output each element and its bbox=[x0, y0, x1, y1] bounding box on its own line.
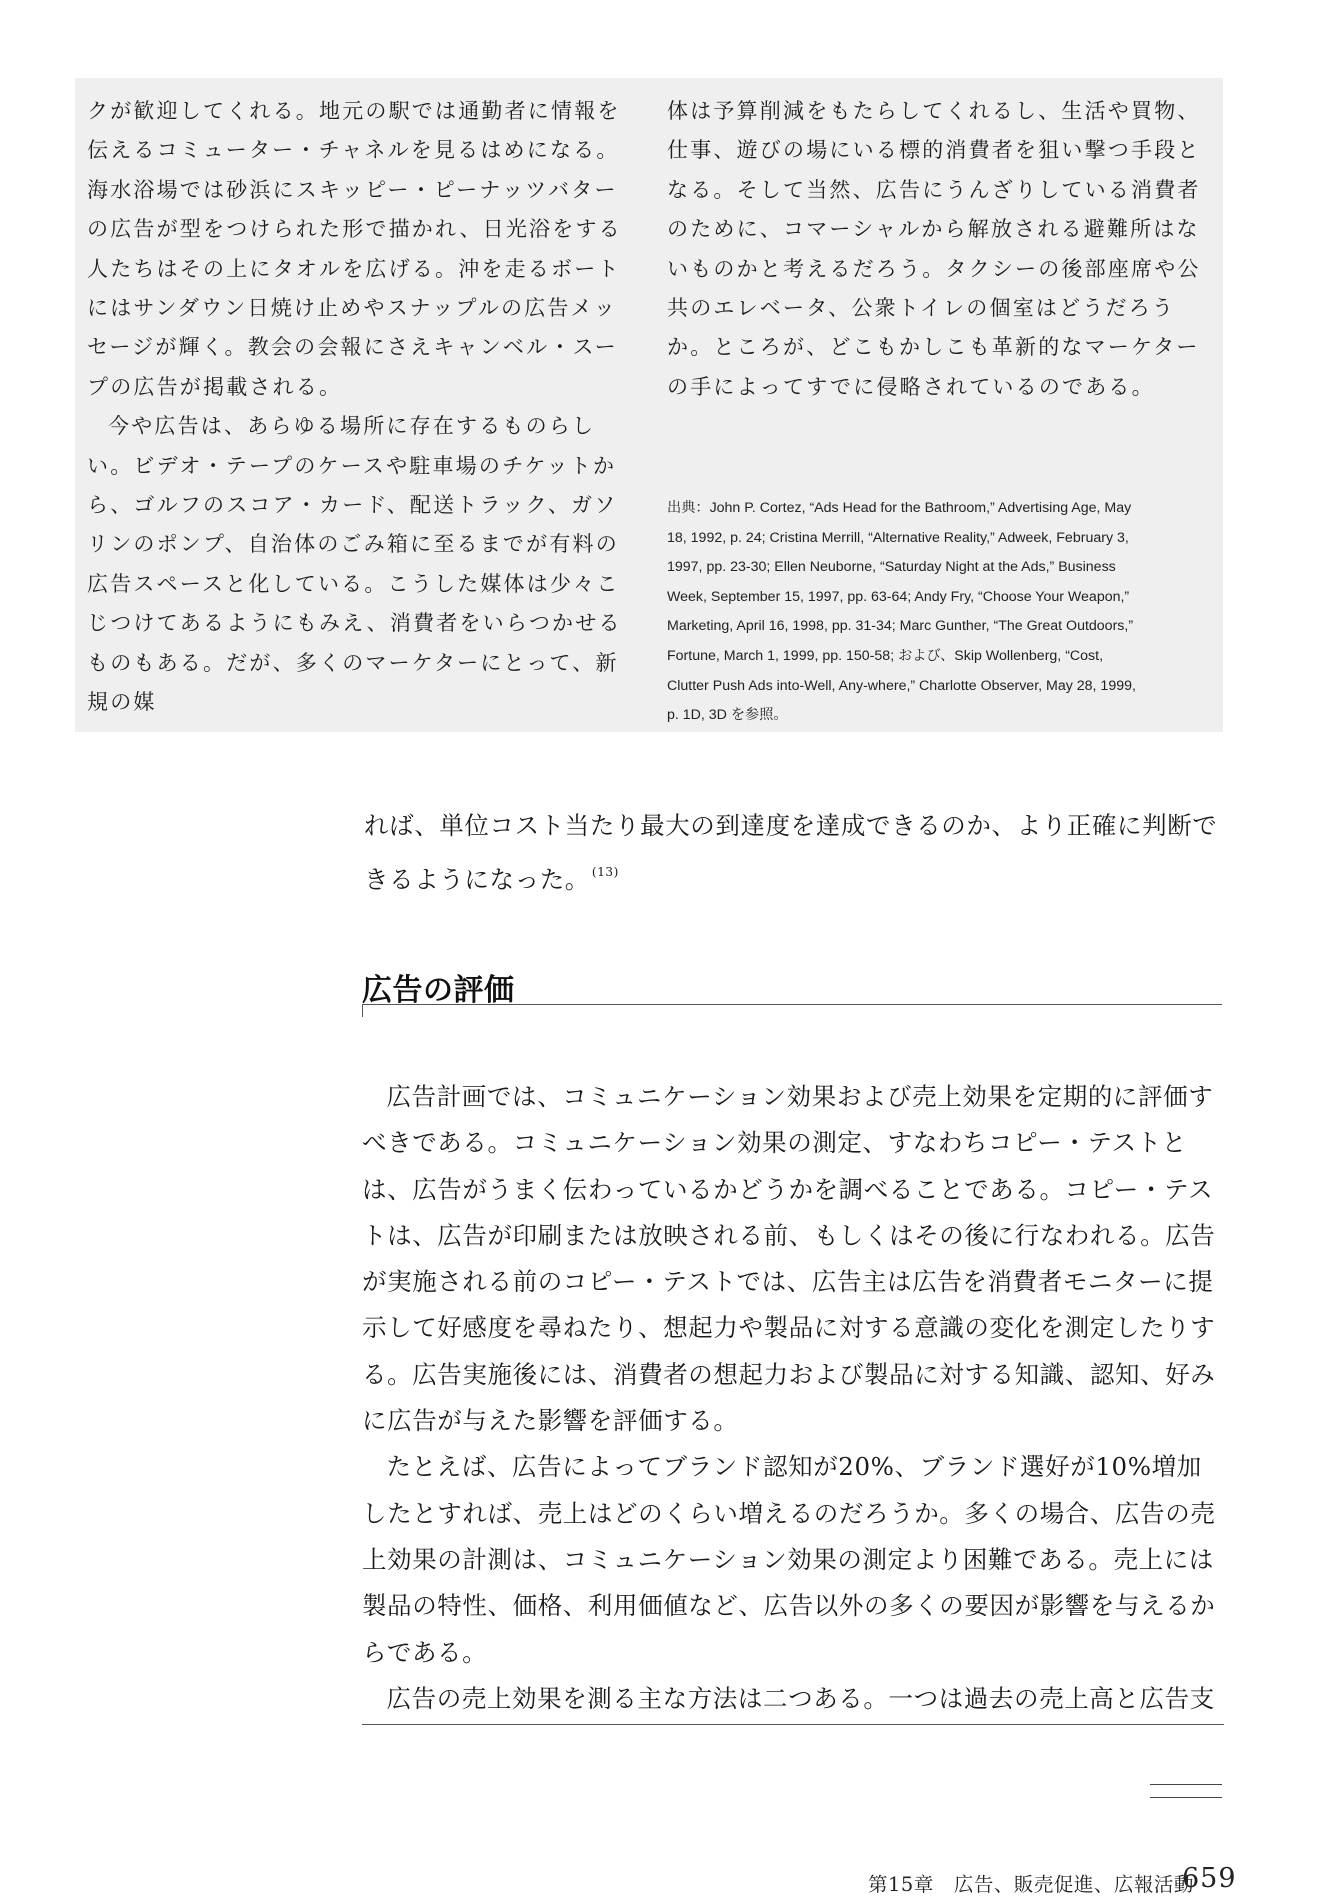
continuation-line-text: きるようになった。 bbox=[364, 865, 590, 894]
source-line: Week, September 15, 1997, pp. 63-64; Andy Fry, “Choose Your Weapon,” bbox=[667, 588, 1130, 605]
box-paragraph: 今や広告は、あらゆる場所に存在するものらしい。ビデオ・テープのケースや駐車場のチケットから、ゴルフのスコア・カード、配送トラック、ガソリンのポンプ、自治体のごみ箱に至るまでが有料の広告スペースと化している。こうした媒体は少々こじつけてあるようにもみえ、消費者をいらつかせるものもある。だが、多くのマーケターにとって、新規の媒 bbox=[87, 414, 622, 715]
source-line: p. 1D, 3D を参照。 bbox=[667, 707, 788, 724]
continuation-line bbox=[364, 849, 1226, 903]
source-line: Fortune, March 1, 1999, pp. 150-58; および、Skip Wollenberg, “Cost, bbox=[667, 647, 1104, 664]
heading-underline bbox=[362, 1004, 1222, 1005]
footer-rule bbox=[1150, 1797, 1222, 1798]
box-left-column bbox=[87, 92, 631, 723]
source-line: Clutter Push Ads into-Well, Any-where,” Charlotte Observer, May 28, 1999, bbox=[667, 677, 1136, 694]
heading-tick-mark bbox=[362, 1004, 363, 1017]
source-citation bbox=[667, 494, 1207, 731]
continuation-line: れば、単位コスト当たり最大の到達度を達成できるのか、より正確に判断で bbox=[364, 811, 1218, 840]
body-paragraph: たとえば、広告によってブランド認知が20%、ブランド選好が10%増加したとすれば、売上はどのくらい増えるのだろうか。多くの場合、広告の売上効果の計測は、コミュニケーション効果の測定より困難である。売上には製品の特性、価格、利用価値など、広告以外の多くの要因が影響を与えるからである。 bbox=[362, 1452, 1216, 1667]
source-line: 出典：John P. Cortez, “Ads Head for the Bathroom,” Advertising Age, May bbox=[667, 500, 1132, 516]
box-paragraph: クが歓迎してくれる。地元の駅では通勤者に情報を伝えるコミューター・チャネルを見るはめになる。海水浴場では砂浜にスキッピー・ピーナッツバターの広告が型をつけられた形で描かれ、日光浴をする人たちはその上にタオルを広げる。沖を走るボートにはサンダウン日焼け止めやスナップルの広告メッセージが輝く。教会の会報にさえキャンベル・スープの広告が掲載される。 bbox=[87, 99, 622, 399]
section-heading: 広告の評価 bbox=[362, 973, 515, 1008]
source-line: 18, 1992, p. 24; Cristina Merrill, “Alternative Reality,” Adweek, February 3, bbox=[667, 529, 1129, 546]
source-line: Marketing, April 16, 1998, pp. 31-34; Marc Gunther, “The Great Outdoors,” bbox=[667, 618, 1134, 635]
body-bottom-rule bbox=[362, 1724, 1224, 1725]
box-right-column bbox=[667, 92, 1207, 407]
body-text bbox=[362, 1074, 1226, 1722]
body-paragraph: 広告の売上効果を測る主な方法は二つある。一つは過去の売上高と広告支 bbox=[386, 1683, 1215, 1713]
continuation-text bbox=[364, 803, 1226, 903]
case-study-box bbox=[75, 78, 1223, 732]
footnote-reference: (13) bbox=[591, 865, 619, 879]
footer-chapter-title: 第15章 広告、販売促進、広報活動 bbox=[868, 1873, 1194, 1896]
source-line: 1997, pp. 23-30; Ellen Neuborne, “Saturday Night at the Ads,” Business bbox=[667, 559, 1116, 576]
footer-rule bbox=[1150, 1784, 1222, 1785]
page-number: 659 bbox=[1182, 1863, 1237, 1894]
body-paragraph: 広告計画では、コミュニケーション効果および売上効果を定期的に評価すべきである。コミュニケーション効果の測定、すなわちコピー・テストとは、広告がうまく伝わっているかどうかを調べることである。コピー・テストは、広告が印刷または放映される前、もしくはその後に行なわれる。広告が実施される前のコピー・テストでは、広告主は広告を消費者モニターに提示して好感度を尋ねたり、想起力や製品に対する意識の変化を測定したりする。広告実施後には、消費者の想起力および製品に対する知識、認知、好みに広告が与えた影響を評価する。 bbox=[362, 1082, 1216, 1436]
box-paragraph: 体は予算削減をもたらしてくれるし、生活や買物、仕事、遊びの場にいる標的消費者を狙い撃つ手段となる。そして当然、広告にうんざりしている消費者のために、コマーシャルから解放される避難所はないものかと考えるだろう。タクシーの後部座席や公共のエレベータ、公衆トイレの個室はどうだろうか。ところが、どこもかしこも革新的なマーケターの手によってすでに侵略されているのである。 bbox=[667, 99, 1201, 399]
